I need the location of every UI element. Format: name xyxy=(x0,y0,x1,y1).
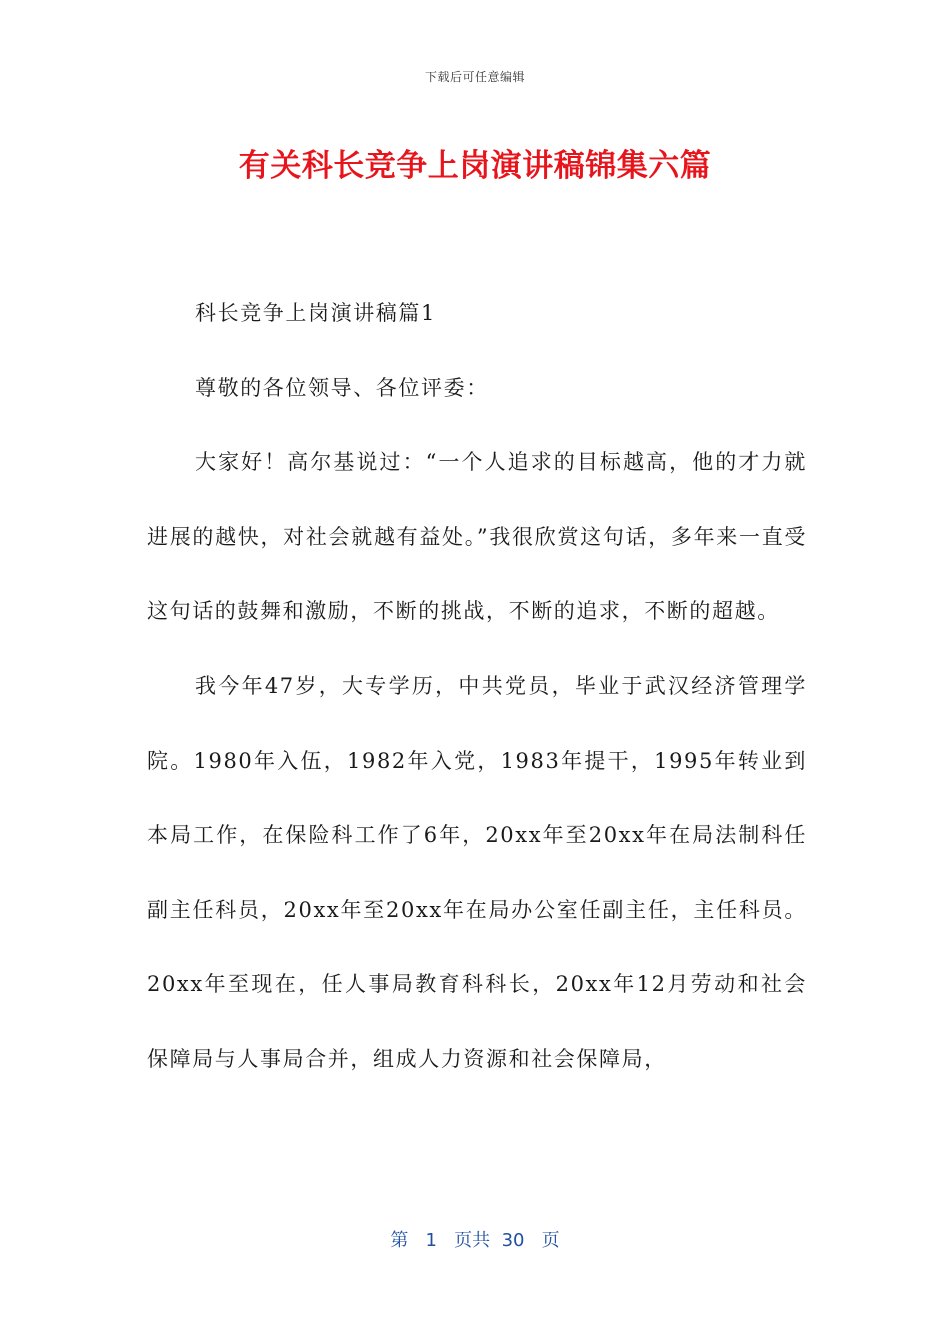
document-title: 有关科长竞争上岗演讲稿锦集六篇 xyxy=(238,148,712,184)
section-heading: 科长竞争上岗演讲稿篇1 xyxy=(195,301,436,325)
total-pages-number: 30 xyxy=(501,1230,525,1251)
salutation: 尊敬的各位领导、各位评委： xyxy=(195,375,489,400)
document-body xyxy=(147,276,807,1097)
header-note: 下载后可任意编辑 xyxy=(424,70,525,84)
current-page-number: 1 xyxy=(425,1230,437,1251)
footer-middle: 页共 xyxy=(454,1230,491,1251)
body-paragraph: 我今年47岁，大专学历，中共党员，毕业于武汉经济管理学院。1980年入伍，1982年入党，1983年提干，1995年转业到本局工作，在保险科工作了6年，20xx年至20xx年在局法制科任副主任科员，20xx年至20xx年在局办公室任副主任，主任科员。20xx年至现在，任人事局教育科科长，20xx年12月劳动和社会保障局与人事局合并，组成人力资源和社会保障局， xyxy=(147,673,807,1071)
page-footer xyxy=(0,1226,950,1252)
footer-suffix: 页 xyxy=(541,1230,560,1251)
body-paragraph: 大家好！高尔基说过：“一个人追求的目标越高，他的才力就进展的越快，对社会就越有益处。”我很欣赏这句话，多年来一直受这句话的鼓舞和激励，不断的挑战，不断的追求，不断的超越。 xyxy=(147,450,807,624)
footer-prefix: 第 xyxy=(390,1230,409,1251)
